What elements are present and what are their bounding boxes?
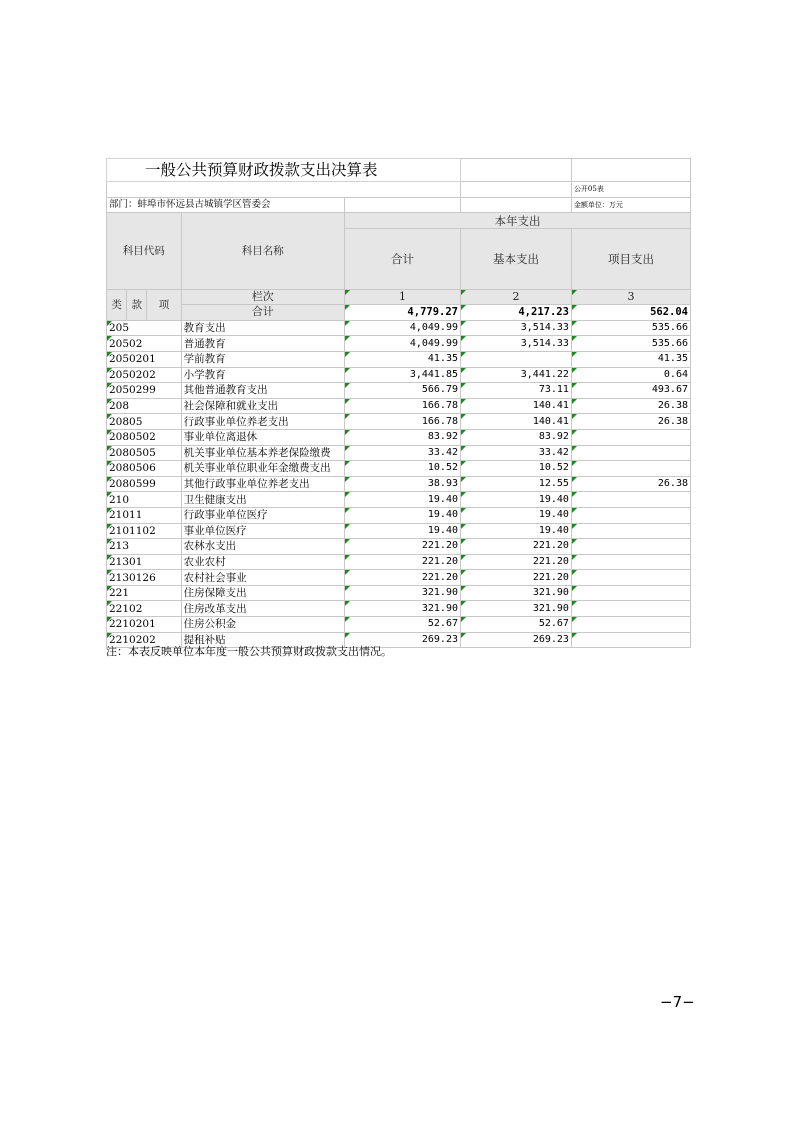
amount-project: 0.64 [571,367,690,383]
subject-name: 行政事业单位养老支出 [181,414,344,430]
subject-name: 农业农村 [181,554,344,570]
amount-total: 52.67 [345,617,461,633]
table-row [107,570,691,586]
table-note: 注：本表反映单位本年度一般公共预算财政拨款支出情况。 [106,645,392,658]
seq-2: 2 [461,290,572,305]
amount-project [571,585,690,601]
amount-basic: 140.41 [461,414,572,430]
amount-total: 4,049.99 [345,336,461,352]
amount-total: 4,049.99 [345,320,461,336]
amount-basic: 269.23 [461,632,572,648]
amount-basic: 3,514.33 [461,320,572,336]
amount-total: 166.78 [345,414,461,430]
subject-name: 卫生健康支出 [181,492,344,508]
table-row [107,539,691,555]
amount-total: 19.40 [345,523,461,539]
subject-code: 2080502 [107,429,182,445]
subject-code: 208 [107,398,182,414]
title-row [107,159,691,182]
amount-project: 26.38 [571,476,690,492]
subject-name: 事业单位离退休 [181,429,344,445]
amount-basic: 140.41 [461,398,572,414]
department-row [107,197,691,213]
amount-basic: 221.20 [461,570,572,586]
header-current-year: 本年支出 [345,213,691,229]
subject-code: 221 [107,585,182,601]
amount-project [571,570,690,586]
amount-project [571,539,690,555]
header-row-3 [107,290,691,305]
amount-basic: 221.20 [461,554,572,570]
subject-name: 教育支出 [181,320,344,336]
subject-code: 2050202 [107,367,182,383]
table-row [107,461,691,477]
summary-total: 4,779.27 [345,305,461,321]
amount-total: 41.35 [345,351,461,367]
table-row [107,336,691,352]
amount-basic: 19.40 [461,523,572,539]
expenditure-table [106,158,691,648]
subject-code: 22102 [107,601,182,617]
header-class: 类 [107,290,127,321]
amount-basic: 3,441.22 [461,367,572,383]
subject-name: 学前教育 [181,351,344,367]
amount-total: 321.90 [345,585,461,601]
amount-basic: 19.40 [461,507,572,523]
amount-total: 269.23 [345,632,461,648]
amount-total: 221.20 [345,554,461,570]
subject-name: 社会保障和就业支出 [181,398,344,414]
subject-name: 农村社会事业 [181,570,344,586]
summary-basic: 4,217.23 [461,305,572,321]
amount-basic: 52.67 [461,617,572,633]
amount-basic: 321.90 [461,601,572,617]
amount-project [571,429,690,445]
table-row [107,429,691,445]
subject-code: 205 [107,320,182,336]
amount-project [571,554,690,570]
header-total: 合计 [345,229,461,290]
subject-code: 210 [107,492,182,508]
amount-total: 19.40 [345,507,461,523]
subject-name: 农林水支出 [181,539,344,555]
amount-basic: 321.90 [461,585,572,601]
amount-total: 566.79 [345,383,461,399]
amount-project [571,617,690,633]
subject-code: 21011 [107,507,182,523]
amount-basic: 33.42 [461,445,572,461]
subject-name: 提租补贴 [181,632,344,648]
form-no-row [107,182,691,198]
subject-name: 住房改革支出 [181,601,344,617]
table-row [107,492,691,508]
header-subject-code: 科目代码 [107,213,182,290]
header-basic: 基本支出 [461,229,572,290]
amount-project [571,461,690,477]
subject-code: 2050299 [107,383,182,399]
amount-total: 166.78 [345,398,461,414]
subject-name: 机关事业单位职业年金缴费支出 [181,461,344,477]
table-row [107,414,691,430]
table-row [107,351,691,367]
subject-code: 2210202 [107,632,182,648]
subject-code: 213 [107,539,182,555]
header-project: 项目支出 [571,229,690,290]
table-row [107,398,691,414]
form-number: 公开05表 [571,182,690,198]
subject-name: 普通教育 [181,336,344,352]
table-row [107,523,691,539]
subject-name: 其他行政事业单位养老支出 [181,476,344,492]
amount-project [571,507,690,523]
amount-basic: 3,514.33 [461,336,572,352]
amount-total: 33.42 [345,445,461,461]
subject-code: 2050201 [107,351,182,367]
amount-project [571,492,690,508]
subject-code: 2080505 [107,445,182,461]
table-row [107,320,691,336]
table-row [107,585,691,601]
amount-total: 38.93 [345,476,461,492]
amount-basic: 10.52 [461,461,572,477]
amount-total: 221.20 [345,539,461,555]
table-row [107,601,691,617]
header-row-1 [107,213,691,229]
subject-code: 2080599 [107,476,182,492]
amount-total: 10.52 [345,461,461,477]
report-title: 一般公共预算财政拨款支出决算表 [107,159,461,182]
subject-name: 住房公积金 [181,617,344,633]
table-row [107,554,691,570]
amount-basic: 221.20 [461,539,572,555]
report-sheet [106,158,691,648]
page-number: −7− [660,993,695,1011]
table-row [107,383,691,399]
subject-name: 机关事业单位基本养老保险缴费 [181,445,344,461]
amount-basic: 19.40 [461,492,572,508]
amount-project [571,445,690,461]
amount-total: 19.40 [345,492,461,508]
subject-name: 住房保障支出 [181,585,344,601]
subject-code: 2210201 [107,617,182,633]
amount-project [571,632,690,648]
subject-name: 小学教育 [181,367,344,383]
subject-code: 21301 [107,554,182,570]
amount-project: 26.38 [571,414,690,430]
amount-project: 41.35 [571,351,690,367]
amount-basic: 12.55 [461,476,572,492]
table-row [107,445,691,461]
amount-project: 26.38 [571,398,690,414]
table-row [107,367,691,383]
summary-label: 合计 [181,305,344,321]
subject-name: 其他普通教育支出 [181,383,344,399]
table-row [107,476,691,492]
summary-row [107,305,691,321]
subject-name: 行政事业单位医疗 [181,507,344,523]
amount-project [571,601,690,617]
amount-basic [461,351,572,367]
header-item: 项 [147,290,181,321]
amount-total: 321.90 [345,601,461,617]
subject-code: 2080506 [107,461,182,477]
table-row [107,507,691,523]
department-label: 部门：蚌埠市怀远县古城镇学区管委会 [107,197,345,213]
subject-name: 事业单位医疗 [181,523,344,539]
header-subject-name: 科目名称 [181,213,344,290]
amount-total: 83.92 [345,429,461,445]
seq-3: 3 [571,290,690,305]
header-column-seq: 栏次 [181,290,344,305]
table-row [107,617,691,633]
seq-1: 1 [345,290,461,305]
summary-project: 562.04 [571,305,690,321]
header-section: 款 [127,290,147,321]
subject-code: 2130126 [107,570,182,586]
amount-total: 3,441.85 [345,367,461,383]
amount-project: 493.67 [571,383,690,399]
subject-code: 2101102 [107,523,182,539]
amount-total: 221.20 [345,570,461,586]
subject-code: 20502 [107,336,182,352]
amount-project: 535.66 [571,336,690,352]
unit-label: 金额单位：万元 [571,197,690,213]
amount-project [571,523,690,539]
subject-code: 20805 [107,414,182,430]
amount-basic: 83.92 [461,429,572,445]
amount-project: 535.66 [571,320,690,336]
amount-basic: 73.11 [461,383,572,399]
